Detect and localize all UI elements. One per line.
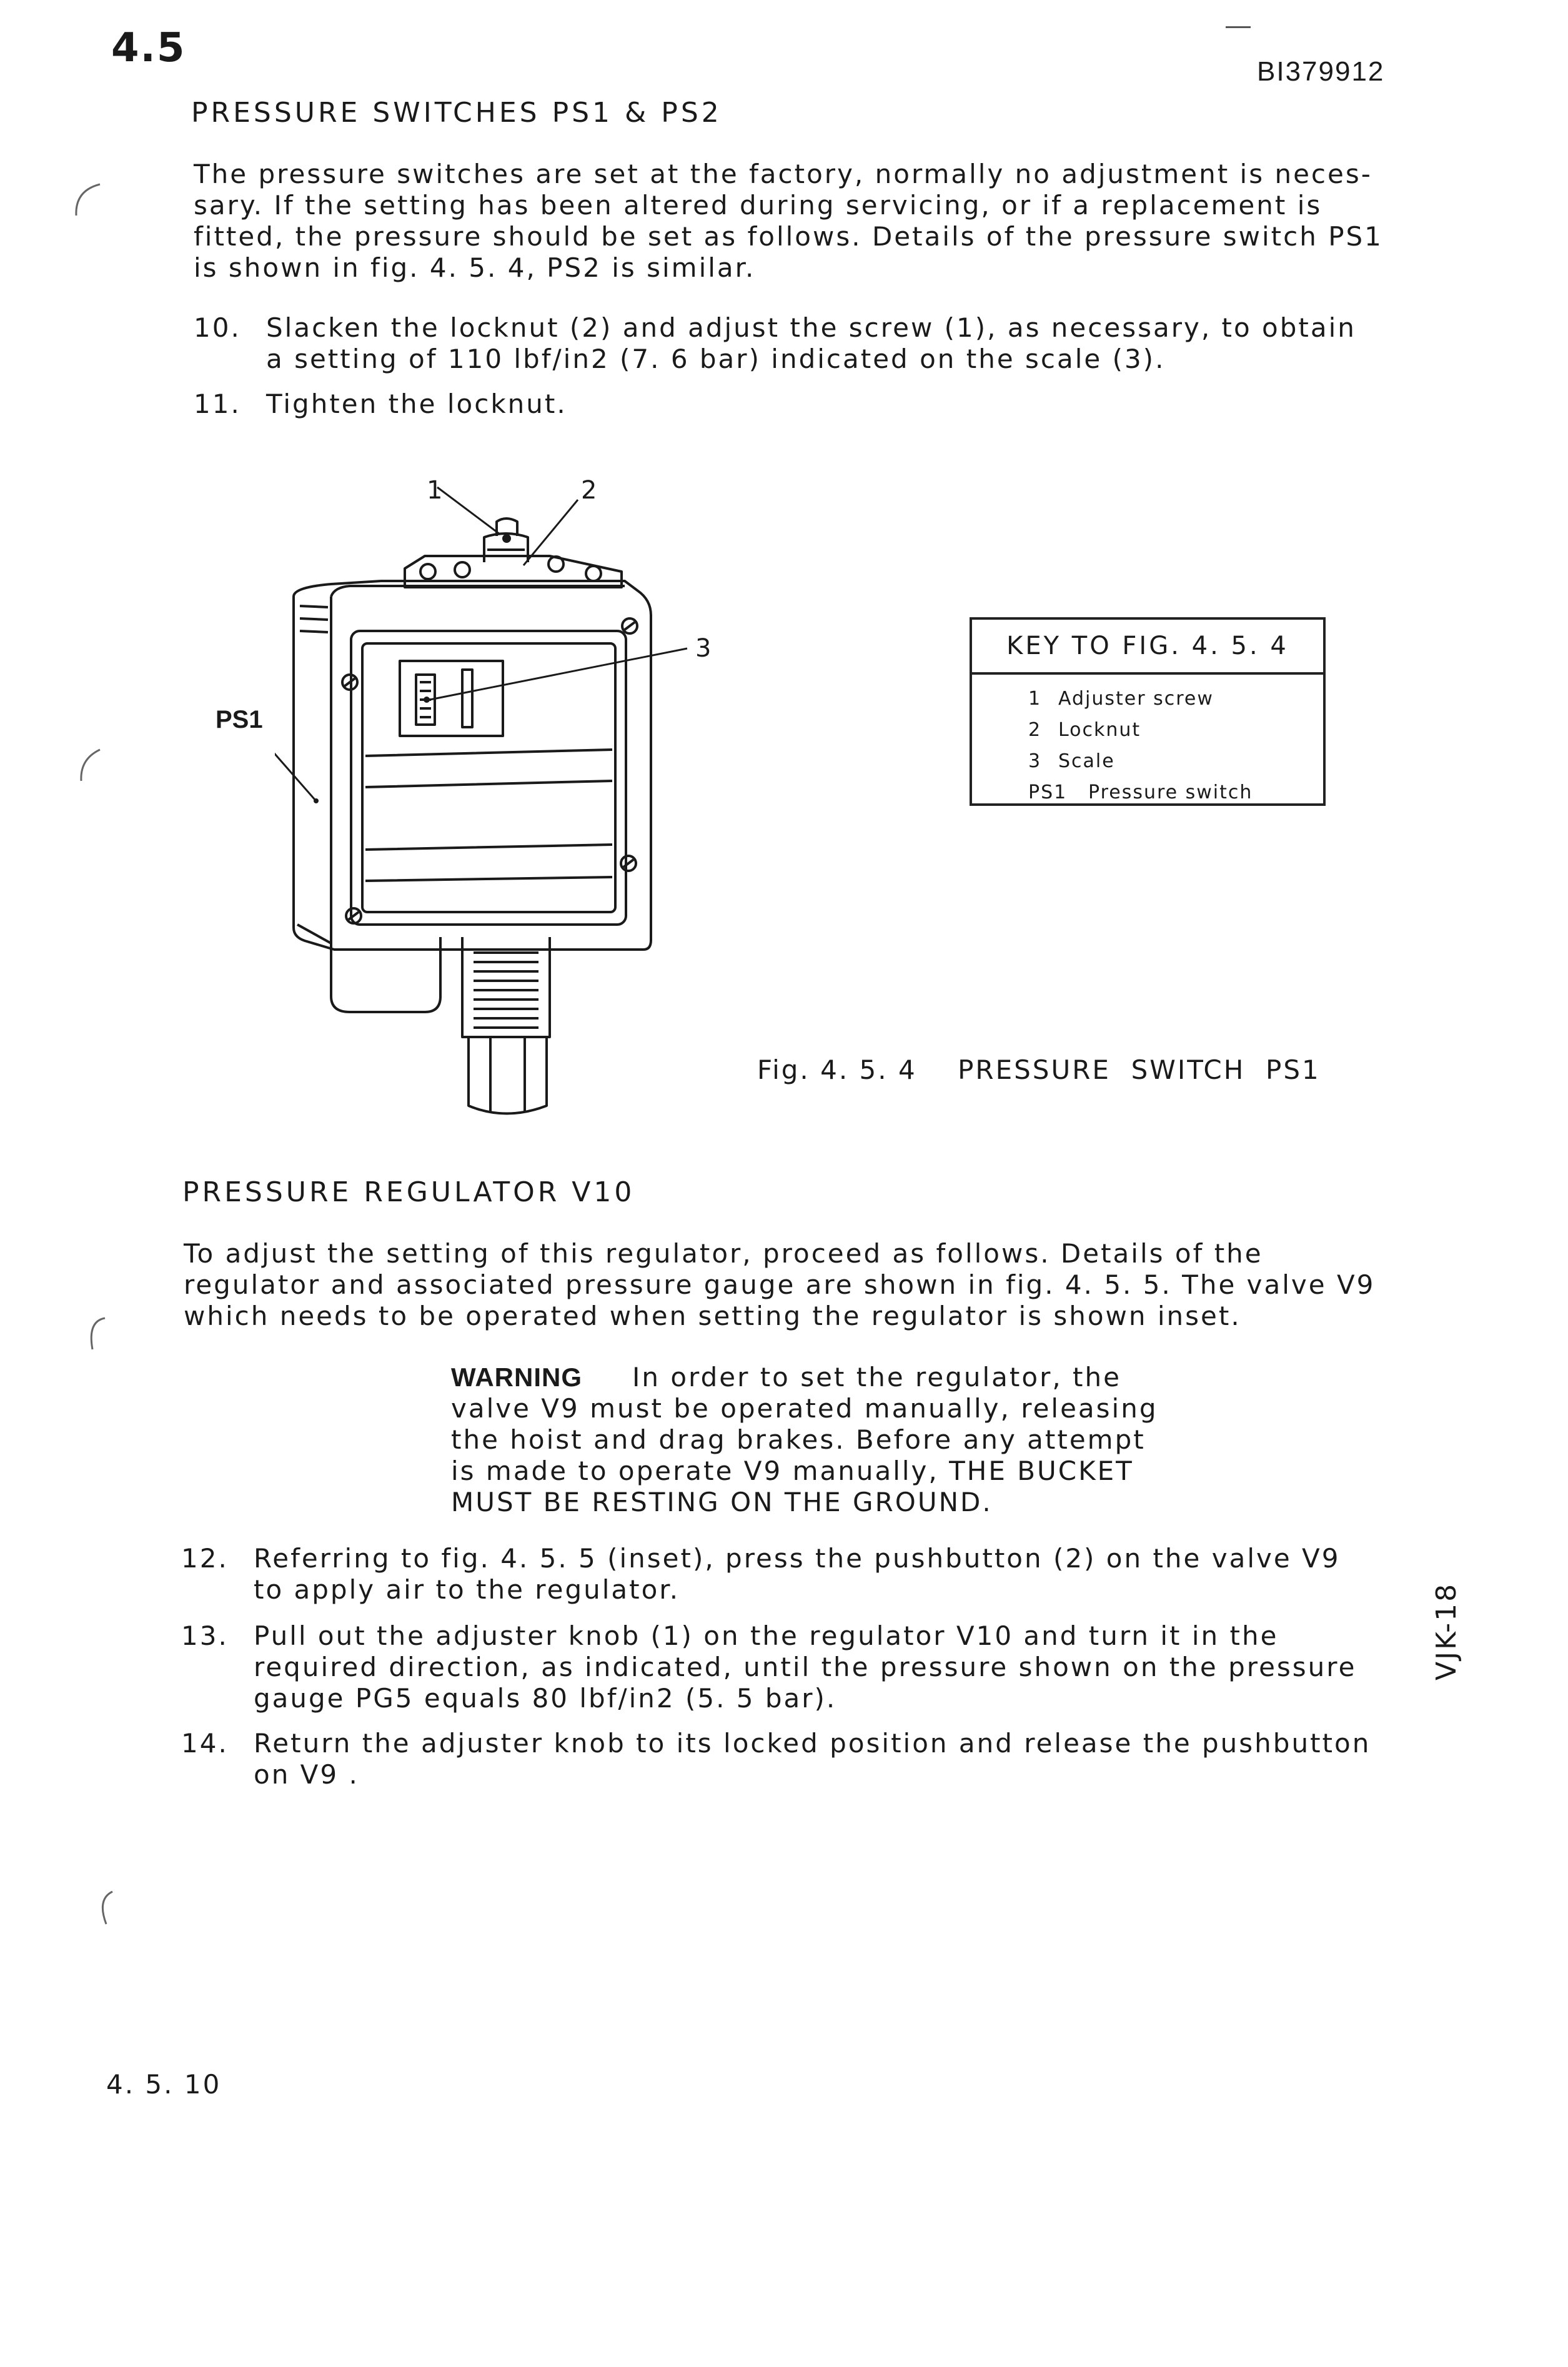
page-number: 4. 5. 10 <box>106 2069 222 2100</box>
top-plate <box>405 556 622 587</box>
hex-nut <box>469 1037 547 1114</box>
intro-line: The pressure switches are set at the factory, normally no adjustment is neces- <box>194 159 1372 189</box>
step-number: 10. <box>194 312 241 343</box>
section1-intro <box>194 159 1383 284</box>
key-row: 1 Adjuster screw <box>1028 688 1214 710</box>
step-text: Referring to fig. 4. 5. 5 (inset), press the pushbutton (2) on the valve V9 <box>254 1543 1341 1574</box>
figure-key-table <box>970 617 1326 806</box>
warning-line: In order to set the regulator, the <box>632 1362 1121 1392</box>
binder-hole-marks <box>62 169 137 1980</box>
key-row: 2 Locknut <box>1028 719 1141 741</box>
step-text: on V9 . <box>254 1759 359 1790</box>
warning-label: WARNING <box>451 1362 582 1392</box>
warning-block <box>451 1362 1158 1518</box>
section-tag: 4.5 <box>111 25 186 71</box>
step-text: required direction, as indicated, until the pressure shown on the pressure <box>254 1652 1357 1682</box>
step-12 <box>181 1543 1341 1605</box>
step-11 <box>194 389 567 420</box>
doc-number: BI379912 <box>1257 56 1385 87</box>
intro-line: sary. If the setting has been altered during servicing, or if a replacement is <box>194 190 1322 221</box>
step-text: Slacken the locknut (2) and adjust the screw (1), as necessary, to obtain <box>266 312 1356 343</box>
section-title-pressure-regulator: PRESSURE REGULATOR V10 <box>182 1176 635 1208</box>
callout-2: 2 <box>581 476 597 505</box>
intro-line: To adjust the setting of this regulator, proceed as follows. Details of the <box>184 1238 1263 1269</box>
section2-intro <box>184 1238 1375 1332</box>
intro-line: is shown in fig. 4. 5. 4, PS2 is similar. <box>194 252 756 283</box>
header-rule <box>1226 26 1251 28</box>
key-row: 3 Scale <box>1028 750 1115 772</box>
warning-line: the hoist and drag brakes. Before any attempt <box>451 1424 1146 1455</box>
callout-1: 1 <box>427 476 443 505</box>
callout-ps1: PS1 <box>216 706 263 733</box>
step-number: 12. <box>181 1543 229 1574</box>
intro-line: fitted, the pressure should be set as follows. Details of the pressure switch PS1 <box>194 221 1383 252</box>
step-14 <box>181 1728 1371 1790</box>
switch-body <box>294 581 651 950</box>
key-title: KEY TO FIG. 4. 5. 4 <box>972 620 1323 675</box>
pressure-switch-drawing <box>275 462 750 1131</box>
step-number: 13. <box>181 1620 229 1651</box>
warning-line: valve V9 must be operated manually, releasing <box>451 1393 1158 1424</box>
key-row: PS1 Pressure switch <box>1028 782 1253 803</box>
figure-caption: Fig. 4. 5. 4 PRESSURE SWITCH PS1 <box>757 1054 1321 1085</box>
step-10 <box>194 312 1356 375</box>
intro-line: which needs to be operated when setting the regulator is shown inset. <box>184 1301 1241 1331</box>
step-number: 14. <box>181 1728 229 1759</box>
side-code: VJK-18 <box>1431 1582 1462 1680</box>
step-text: to apply air to the regulator. <box>254 1574 680 1605</box>
warning-line: is made to operate V9 manually, THE BUCKET <box>451 1456 1134 1486</box>
step-text: Tighten the locknut. <box>266 389 567 419</box>
section-title-pressure-switches: PRESSURE SWITCHES PS1 & PS2 <box>191 97 722 129</box>
step-text: gauge PG5 equals 80 lbf/in2 (5. 5 bar). <box>254 1683 837 1714</box>
callout-3: 3 <box>695 634 712 663</box>
warning-line: MUST BE RESTING ON THE GROUND. <box>451 1487 993 1517</box>
step-text: Return the adjuster knob to its locked position and release the pushbutton <box>254 1728 1371 1759</box>
intro-line: regulator and associated pressure gauge are shown in fig. 4. 5. 5. The valve V9 <box>184 1269 1376 1300</box>
step-13 <box>181 1620 1356 1714</box>
step-text: a setting of 110 lbf/in2 (7. 6 bar) indicated on the scale (3). <box>266 344 1166 374</box>
step-text: Pull out the adjuster knob (1) on the regulator V10 and turn it in the <box>254 1620 1279 1651</box>
step-number: 11. <box>194 389 241 419</box>
